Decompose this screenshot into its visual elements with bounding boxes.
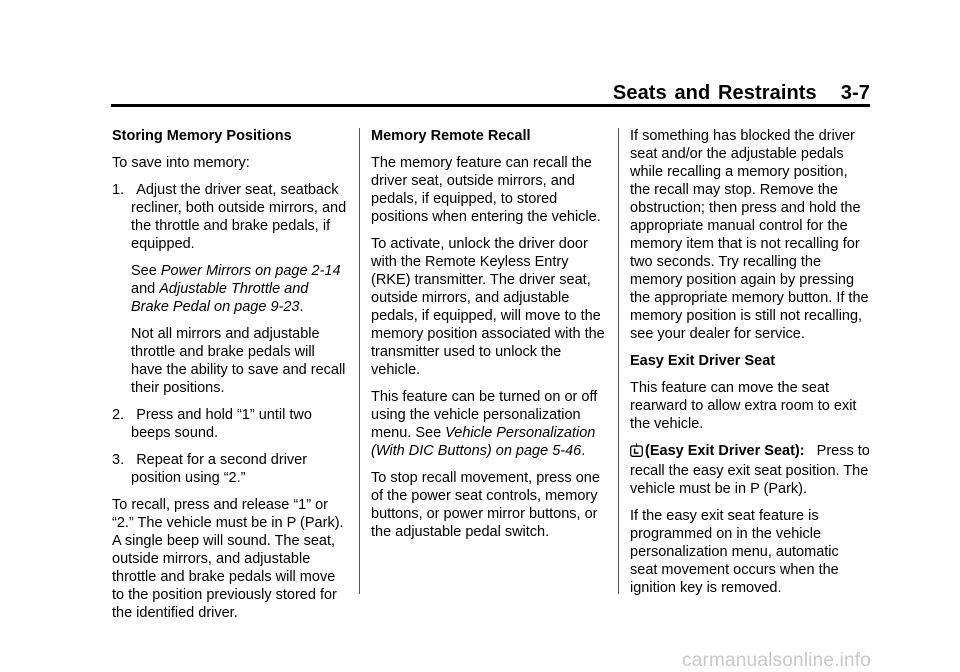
step-text: Adjust the driver seat, seatback recliner, both outside mirrors, and the throttle and brake pedals, if equipped. (131, 182, 347, 252)
paragraph: If something has blocked the driver seat and/or the adjustable pedals while recalling a memory position, the recall may stop. Remove the obstruction; then press and hold the appropriate manual control for the memory item that is not recalling for two seconds. Try recalling the memory position again by pressing the appropriate memory button. If the memory position is still not recalling, see your dealer for service. (630, 128, 869, 342)
intro-text: To save into memory: (112, 155, 250, 171)
step-text: Repeat for a second driver position using “2.” (131, 452, 308, 486)
personalization-paragraph (371, 388, 611, 460)
paragraph-text: This feature can be turned on or off using the vehicle personalization menu. See (371, 389, 598, 441)
and-label: and (131, 281, 156, 297)
period: . (581, 443, 586, 459)
heading-memory-remote-recall: Memory Remote Recall (371, 128, 531, 144)
heading-storing-memory: Storing Memory Positions (112, 128, 292, 144)
button-label: (Easy Exit Driver Seat): (645, 443, 805, 459)
paragraph: To activate, unlock the driver door with the Remote Keyless Entry (RKE) transmitter. The driver seat, outside mirrors, and adjustable pedals, if equipped, will move to the memory position associated with the transmitter used to unlock the vehicle. (371, 236, 605, 378)
step-1 (112, 181, 348, 253)
section-title (0, 82, 870, 105)
paragraph: The memory feature can recall the driver seat, outside mirrors, and pedals, if equipped, to stored positions when entering the vehicle. (371, 155, 601, 225)
column-1 (112, 127, 348, 631)
column-3 (630, 127, 870, 606)
recall-text: To recall, press and release “1” or “2.” The vehicle must be in P (Park). A single beep will sound. The seat, outside mirrors, and adjustable throttle and brake pedals will move to the position previously stored for the identified driver. (112, 497, 344, 621)
page-number: 3-7 (840, 82, 870, 104)
page-header (0, 82, 870, 105)
watermark: carmanualsonline.info (682, 650, 872, 671)
column-divider (618, 128, 619, 594)
ref-vehicle-personalization[interactable]: Vehicle Personalization (With DIC Buttons) on page 5-46 (371, 425, 596, 459)
column-2 (371, 127, 611, 550)
seat-exit-icon (630, 443, 643, 462)
step-number: 1. (112, 182, 125, 198)
step-number: 3. (112, 452, 125, 468)
see-label: See (131, 263, 157, 279)
paragraph: To stop recall movement, press one of the power seat controls, memory buttons, or power mirror buttons, or the adjustable pedal switch. (371, 470, 600, 540)
column-divider (359, 128, 360, 594)
note-text: Not all mirrors and adjustable throttle and brake pedals will have the ability to save and recall their positions. (131, 326, 346, 396)
paragraph-text: Press to recall the easy exit seat position. The vehicle must be in P (Park). (630, 443, 870, 497)
paragraph: If the easy exit seat feature is programmed on in the vehicle personalization menu, automatic seat movement occurs when the ignition key is removed. (630, 508, 839, 596)
heading-easy-exit: Easy Exit Driver Seat (630, 353, 776, 369)
ref-power-mirrors[interactable]: Power Mirrors on page 2-14 (160, 263, 341, 279)
section-title-text: Seats and Restraints (612, 82, 817, 104)
paragraph: This feature can move the seat rearward to allow extra room to exit the vehicle. (630, 380, 857, 432)
easy-exit-button-description (630, 442, 870, 498)
header-rule (111, 104, 870, 107)
see-reference (112, 262, 348, 316)
step-text: Press and hold “1” until two beeps sound. (131, 407, 312, 441)
step-3 (112, 451, 348, 487)
step-number: 2. (112, 407, 125, 423)
step-2 (112, 406, 348, 442)
ref-adjustable-pedal[interactable]: Adjustable Throttle and Brake Pedal on page 9-23 (131, 281, 309, 315)
period: . (299, 299, 304, 315)
